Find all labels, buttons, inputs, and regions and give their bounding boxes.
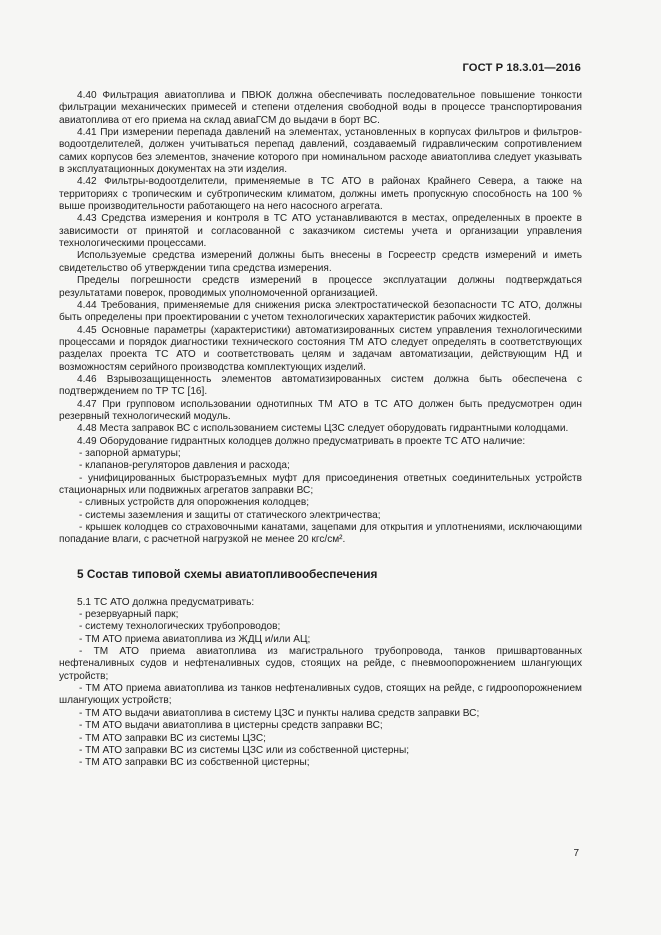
list-item: - ТМ АТО заправки ВС из собственной цистерны; (79, 757, 310, 769)
list-item: - сливных устройств для опорожнения колодцев; (79, 497, 310, 509)
paragraph: 4.42 Фильтры-водоотделители, применяемые в ТС АТО в районах Крайнего Севера, а также на территориях с тропическим и субтропическим климатом, должны иметь пропускную способность на 100 % выше производительности работающего на него насосного агрегата. (59, 176, 582, 213)
list-item: - систему технологических трубопроводов; (79, 621, 281, 633)
list-item: - клапанов-регуляторов давления и расхода; (79, 460, 290, 472)
document-code: ГОСТ Р 18.3.01—2016 (462, 62, 581, 74)
list-item: - ТМ АТО приема авиатоплива из танков нефтеналивных судов, стоящих на рейде, с гидроопорожнением шлангующих устройств; (59, 683, 582, 707)
paragraph: 4.45 Основные параметры (характеристики) автоматизированных систем управления технологическими процессами и порядок диагностики технического состояния ТМ АТО следует определять в соответствующих разделах проекта ТС АТО и соответствовать целям и задачам автоматизации, действующим НД и возможностям серийного производства комплектующих изделий. (59, 324, 582, 373)
paragraph: Пределы погрешности средств измерений в процессе эксплуатации должны подтверждаться результатами поверок, проводимых уполномоченной организацией. (59, 275, 582, 299)
list-item: - ТМ АТО заправки ВС из системы ЦЗС; (79, 732, 266, 744)
list-item: - ТМ АТО выдачи авиатоплива в систему ЦЗС и пункты налива средств заправки ВС; (79, 707, 480, 719)
paragraph: 4.40 Фильтрация авиатоплива и ПВЮК должна обеспечивать последовательное повышение тонкости фильтрации механических примесей и степени отделения свободной воды в процессе транспортирования авиатоплива от его приема на склад авиаГСМ до выдачи в борт ВС. (59, 90, 582, 126)
paragraph: 4.46 Взрывозащищенность элементов автоматизированных систем должна быть обеспечена с подтверждением по ТР ТС [16]. (59, 373, 582, 398)
section-4-text (59, 90, 582, 547)
list-item: - ТМ АТО приема авиатоплива из магистрального трубопровода, танков пришвартованных нефтеналивных судов и нефтеналивных судов, стоящих на рейде, с пневмоопорожнением шлангующих устройств; (59, 646, 582, 682)
list-item: - ТМ АТО выдачи авиатоплива в цистерны средств заправки ВС; (79, 720, 383, 732)
list-item: - ТМ АТО заправки ВС из системы ЦЗС или из собственной цистерны; (79, 744, 410, 756)
page-number: 7 (573, 848, 579, 859)
section-title: 5 Состав типовой схемы авиатопливообеспечения (77, 566, 378, 581)
list-item: - ТМ АТО приема авиатоплива из ЖДЦ и/или АЦ; (79, 633, 311, 645)
paragraph: 4.49 Оборудование гидрантных колодцев должно предусматривать в проекте ТС АТО наличие: (77, 435, 526, 447)
list-item: - резервуарный парк; (79, 609, 179, 621)
paragraph: 4.44 Требования, применяемые для снижения риска электростатической безопасности ТС АТО, должны быть определены при проектировании с учетом технологических характеристик рабочих жидкостей. (59, 299, 582, 324)
paragraph: Используемые средства измерений должны быть внесены в Госреестр средств измерений и иметь свидетельство об утверждении типа средства измерения. (59, 250, 582, 274)
paragraph: 5.1 ТС АТО должна предусматривать: (77, 596, 255, 608)
paragraph: 4.41 При измерении перепада давлений на элементах, установленных в корпусах фильтров и фильтров-водоотделителей, должен учитываться перепад давлений, создаваемый гидравлическим сопротивлением самих корпусов без элементов, значение которого при номинальном расходе авиатоплива следует указывать в эксплуатационных документах на эти изделия. (59, 127, 582, 176)
list-item: - запорной арматуры; (79, 447, 181, 459)
document-body (59, 90, 582, 770)
paragraph: 4.47 При групповом использовании однотипных ТМ АТО в ТС АТО должен быть предусмотрен один резервный технологический модуль. (59, 398, 582, 422)
paragraph: 4.48 Места заправок ВС с использованием системы ЦЗС следует оборудовать гидрантными колодцами. (77, 423, 569, 435)
list-item: - крышек колодцев со страховочными канатами, зацепами для открытия и уплотнениями, исключающими попадание влаги, с расчетной нагрузкой не менее 20 кгс/см². (59, 522, 582, 546)
section-5-text (59, 597, 582, 770)
paragraph: 4.43 Средства измерения и контроля в ТС АТО устанавливаются в местах, определенных в проекте в зависимости от принятой и согласованной с заказчиком системы учета и организации управления технологическими процессами. (59, 213, 582, 250)
list-item: - унифицированных быстроразъемных муфт для присоединения ответных соединительных устройств стационарных или подвижных агрегатов заправки ВС; (59, 472, 582, 496)
list-item: - системы заземления и защиты от статического электричества; (79, 509, 381, 521)
